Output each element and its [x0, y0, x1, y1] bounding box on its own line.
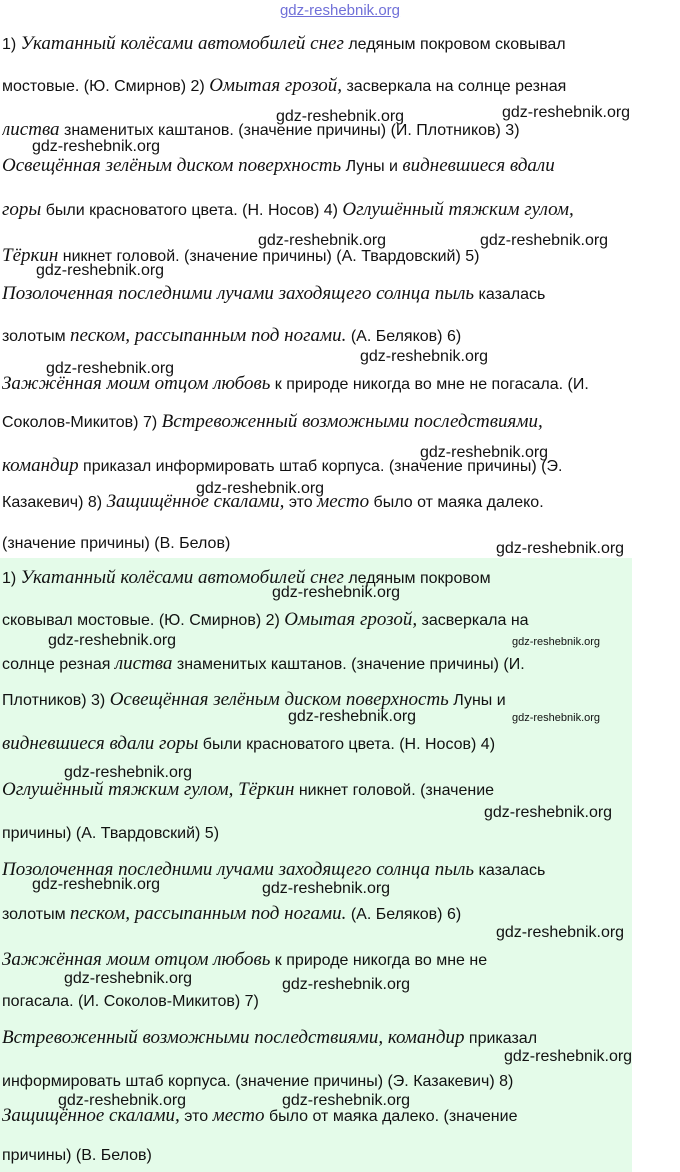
text-run: к природе никогда во мне не	[270, 952, 488, 969]
site-watermark-link[interactable]: gdz-reshebnik.org	[279, 2, 401, 19]
watermark-text: gdz-reshebnik.org	[360, 348, 489, 365]
watermark-text: gdz-reshebnik.org	[480, 232, 609, 249]
text-run: (значение причины) (В. Белов)	[2, 535, 231, 552]
text-run: никнет головой. (значение	[294, 782, 495, 799]
italic-phrase: Укатанный колёсами автомобилей снег	[20, 568, 344, 588]
italic-phrase: Позолоченная последними лучами заходящего солнца пыль	[2, 284, 475, 304]
watermark-text: gdz-reshebnik.org	[32, 138, 161, 155]
text-run: Луны и	[341, 158, 403, 175]
text-line	[2, 1072, 628, 1092]
watermark-text: gdz-reshebnik.org	[496, 540, 625, 557]
text-run: засверкала на солнце резная	[342, 78, 567, 95]
text-run: это	[284, 494, 318, 511]
italic-phrase: Освещённая зелёным диском поверхность	[109, 690, 449, 710]
watermark-text: gdz-reshebnik.org	[484, 804, 613, 821]
text-run: Казакевич) 8)	[2, 494, 107, 511]
watermark-text: gdz-reshebnik.org	[288, 708, 417, 725]
text-line	[2, 610, 628, 631]
text-line	[2, 1028, 628, 1049]
text-run: 1)	[2, 570, 21, 587]
text-run: засверкала на	[417, 612, 529, 629]
italic-phrase: Оглушённый тяжким гулом,	[342, 200, 574, 220]
watermark-text: gdz-reshebnik.org	[282, 976, 411, 993]
text-run: Луны и	[448, 692, 506, 709]
italic-phrase: видневшиеся вдали	[402, 156, 555, 176]
italic-phrase: Зажжённая моим отцом любовь	[2, 374, 271, 394]
italic-phrase: песком, рассыпанным под ногами.	[70, 326, 347, 346]
text-run: это	[179, 1108, 213, 1125]
text-line	[2, 1146, 628, 1166]
italic-phrase: командир	[2, 456, 79, 476]
text-line	[2, 156, 678, 177]
watermark-text: gdz-reshebnik.org	[282, 1092, 411, 1109]
text-run: 1)	[2, 36, 21, 53]
text-line	[2, 456, 678, 477]
text-line	[2, 284, 678, 305]
text-line	[2, 780, 628, 801]
italic-phrase: Омытая грозой,	[284, 610, 418, 630]
text-run: мостовые. (Ю. Смирнов) 2)	[2, 78, 210, 95]
watermark-text: gdz-reshebnik.org	[272, 584, 401, 601]
text-run: было от маяка далеко. (значение	[264, 1108, 518, 1125]
watermark-text: gdz-reshebnik.org	[420, 444, 549, 461]
italic-phrase: Омытая грозой,	[209, 76, 343, 96]
text-line	[2, 734, 628, 755]
text-run: (А. Беляков) 6)	[346, 906, 462, 923]
text-run: погасала. (И. Соколов-Микитов) 7)	[2, 993, 259, 1010]
italic-phrase: место	[212, 1106, 265, 1126]
italic-phrase: Укатанный колёсами автомобилей снег	[20, 34, 344, 54]
text-line	[2, 824, 628, 844]
text-run: ледяным покровом сковывал	[343, 36, 566, 53]
text-run: были красноватого цвета. (Н. Носов) 4)	[198, 736, 496, 753]
text-run: знаменитых каштанов. (значение причины) (И. Плотников) 3)	[59, 122, 520, 139]
watermark-text: gdz-reshebnik.org	[196, 480, 325, 497]
text-line	[2, 904, 628, 925]
italic-phrase: Защищённое скалами,	[2, 1106, 180, 1126]
italic-phrase: песком, рассыпанным под ногами.	[70, 904, 347, 924]
italic-phrase: Оглушённый тяжким гулом, Тёркин	[2, 780, 295, 800]
text-run: никнет головой. (значение причины) (А. Твардовский) 5)	[58, 248, 480, 265]
text-run: золотым	[2, 328, 71, 345]
text-line	[2, 950, 628, 971]
watermark-text: gdz-reshebnik.org	[262, 880, 391, 897]
italic-phrase: место	[317, 492, 370, 512]
watermark-text: gdz-reshebnik.org	[504, 1048, 633, 1065]
text-line	[2, 992, 628, 1012]
italic-phrase: Защищённое скалами,	[106, 492, 285, 512]
text-run: Плотников) 3)	[2, 692, 110, 709]
italic-phrase: видневшиеся вдали горы	[2, 734, 199, 754]
watermark-text: gdz-reshebnik.org	[46, 360, 175, 377]
italic-phrase: листва	[114, 654, 173, 674]
text-run: солнце резная	[2, 656, 115, 673]
italic-phrase: горы	[2, 200, 42, 220]
text-run: к природе никогда во мне не погасала. (И.	[270, 376, 589, 393]
text-run: знаменитых каштанов. (значение причины) (И.	[172, 656, 525, 673]
watermark-text: gdz-reshebnik.org	[258, 232, 387, 249]
text-run: Соколов-Микитов) 7)	[2, 414, 162, 431]
text-run: золотым	[2, 906, 71, 923]
text-line	[2, 76, 678, 97]
text-run: (А. Беляков) 6)	[346, 328, 462, 345]
text-run: казалась	[474, 862, 546, 879]
italic-phrase: Встревоженный возможными последствиями, командир	[2, 1028, 465, 1048]
watermark-text: gdz-reshebnik.org	[32, 876, 161, 893]
italic-phrase: Встревоженный возможными последствиями,	[161, 412, 543, 432]
watermark-text: gdz-reshebnik.org	[64, 764, 193, 781]
watermark-text: gdz-reshebnik.org	[502, 104, 631, 121]
watermark-text: gdz-reshebnik.org	[496, 924, 625, 941]
text-run: сковывал мостовые. (Ю. Смирнов) 2)	[2, 612, 285, 629]
watermark-text: gdz-reshebnik.org	[512, 712, 601, 724]
italic-phrase: Тёркин	[2, 246, 59, 266]
text-run: ледяным покровом	[343, 570, 491, 587]
text-run: приказал	[464, 1030, 538, 1047]
watermark-text: gdz-reshebnik.org	[58, 1092, 187, 1109]
italic-phrase: Освещённая зелёным диском поверхность	[2, 156, 342, 176]
text-run: причины) (А. Твардовский) 5)	[2, 825, 220, 842]
watermark-text: gdz-reshebnik.org	[276, 108, 405, 125]
text-run: причины) (В. Белов)	[2, 1147, 152, 1164]
text-run: приказал информировать штаб корпуса. (значение причины) (Э.	[78, 458, 563, 475]
watermark-text: gdz-reshebnik.org	[48, 632, 177, 649]
text-run: было от маяка далеко.	[369, 494, 544, 511]
text-line	[2, 654, 628, 675]
watermark-text: gdz-reshebnik.org	[64, 970, 193, 987]
text-run: информировать штаб корпуса. (значение причины) (Э. Казакевич) 8)	[2, 1073, 514, 1090]
text-line	[2, 34, 678, 55]
text-line	[2, 412, 678, 433]
text-run: были красноватого цвета. (Н. Носов) 4)	[41, 202, 343, 219]
text-line	[2, 200, 678, 221]
text-line	[2, 326, 678, 347]
italic-phrase: Позолоченная последними лучами заходящего солнца пыль	[2, 860, 475, 880]
watermark-text: gdz-reshebnik.org	[512, 636, 601, 648]
text-line	[2, 492, 678, 513]
text-run: казалась	[474, 286, 546, 303]
italic-phrase: Зажжённая моим отцом любовь	[2, 950, 271, 970]
italic-phrase: листва	[2, 120, 60, 140]
watermark-text: gdz-reshebnik.org	[36, 262, 165, 279]
